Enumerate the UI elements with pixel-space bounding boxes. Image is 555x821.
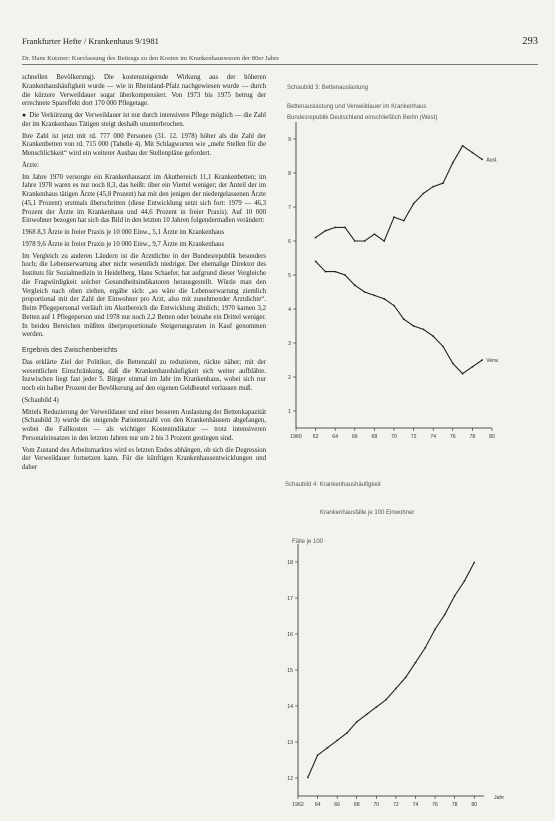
data-point (317, 754, 319, 756)
paragraph: Das erklärte Ziel der Politiker, die Bettenzahl zu reduzieren, rückte näher; mit der wesentlichen Einschränkung, daß die Krankenhaushäufigkeit sich weiter aufblähte. Inzwischen liegt fast jeder 5. Bürger einmal im Jahr im Krankenhaus, wobei sich nur noch ein halber Prozent der Bevölkerung auf den eigenen Geldbeutel verlassen muß. (22, 358, 266, 392)
data-point (464, 580, 466, 582)
chart2 (280, 526, 540, 816)
y-tick-label: 2 (288, 375, 291, 381)
data-point (366, 714, 368, 716)
data-point (315, 261, 317, 263)
data-point (325, 271, 327, 273)
x-tick-label: 68 (371, 434, 378, 440)
data-point (423, 329, 425, 331)
data-point (325, 230, 327, 232)
data-point (424, 647, 426, 649)
data-point (307, 777, 309, 779)
data-point (472, 366, 474, 368)
series-line (316, 261, 483, 373)
data-point (432, 186, 434, 188)
x-tick-label: 76 (432, 802, 438, 808)
y-tick-label: 3 (288, 341, 291, 347)
y-tick-label: 4 (288, 307, 291, 313)
chart1-title: Schaubild 3: Bettenauslastung (287, 85, 369, 91)
data-point (432, 335, 434, 337)
data-point (375, 706, 377, 708)
y-tick-label: 5 (288, 273, 291, 279)
x-tick-label: 72 (410, 434, 417, 440)
data-point (442, 346, 444, 348)
data-point (315, 237, 317, 239)
data-point (481, 359, 483, 361)
chart1-legend-line-2: Bundesrepublik Deutschland einschließlich Berlin (West) (287, 115, 438, 121)
page-header (22, 36, 538, 65)
paragraph: Vom Zustand des Arbeitsmarktes wird es letzten Endes abhängen, ob sich die Degression der Verweildauer fortsetzen kann. Für die künftigen Krankenhausentwicklungen und daher (22, 446, 266, 471)
chart2-unit: Fälle je 100 (292, 539, 324, 545)
data-point (413, 325, 415, 327)
data-point (334, 227, 336, 229)
paragraph-bullet (22, 112, 266, 130)
y-tick-label: 7 (288, 205, 291, 211)
x-tick-label: 64 (332, 434, 339, 440)
x-tick-label: 72 (393, 802, 399, 808)
journal-title: Frankfurter Hefte / Krankenhaus 9/1981 (22, 36, 159, 46)
x-tick-label: 70 (391, 434, 397, 440)
data-point (452, 363, 454, 365)
x-tick-label: 70 (373, 802, 380, 808)
data-point (405, 677, 407, 679)
data-point (374, 295, 376, 297)
data-point (383, 298, 385, 300)
data-point (344, 227, 346, 229)
data-point (413, 203, 415, 205)
paragraph: Im Vergleich zu anderen Ländern ist die Arztdichte in der Bundesrepublik besonders hoch; die Lebenserwartung aber nicht wesentlich niedriger. Der ehemalige Direktor des Instituts für Sozialmedizin in Heidelberg, Hans Schaefer, hat aufgrund dieser Vergleiche die Fragwürdigkeit solcher Gesundheitsindikatoren herausgestellt. Würde man den Vergleich nach oben ziehen, ergäbe sich: „so wäre die Lebenserwartung ziemlich proportional mit der Zahl der Einwohner pro Arzt, also mit zunehmender Arztdichte“. Beim Pflegepersonal verläuft im Akutbereich die Entwicklung ähnlich; 1970 kamen 3,2 Betten auf 1 Pflegeperson und 1978 nur noch 2,2 Betten oder beinahe ein Drittel weniger. In beiden Bereichen müßten überproportionale Steigerungsraten in Kauf genommen werden. (22, 252, 266, 339)
data-point (356, 721, 358, 723)
data-point (452, 162, 454, 164)
data-point (383, 240, 385, 242)
data-point (472, 152, 474, 154)
bullet-icon: ● (22, 112, 27, 119)
data-point (444, 614, 446, 616)
data-point (385, 699, 387, 701)
data-point (462, 373, 464, 375)
data-point (346, 732, 348, 734)
paragraph: Ihre Zahl ist jetzt mit rd. 777 000 Personen (31. 12. 1978) höher als die Zahl der Krankenbetten von rd. 715 000 (Tabelle 4). Mit Schlagworten wie „mehr Stellen für die Menschlichkeit“ wird ein weiterer Ausbau der Stellenpläne gefordert. (22, 132, 266, 157)
data-point (454, 595, 456, 597)
paragraph: schnellen Bevölkerung). Die kostensteigernde Wirkung aus der höheren Krankenhaushäufigkeit wurde — wie in Rheinland-Pfalz nachgewiesen wurde — durch die kürzere Verweildauer sogar überkompensiert. Von 1973 bis 1975 betrug der errechnete Spareffekt dort 170 000 Pflegetage. (22, 74, 266, 108)
series-line (308, 563, 474, 778)
paragraph: (Schaubild 4) (22, 396, 59, 404)
paragraph: Im Jahre 1970 versorgte ein Krankenhausarzt im Akutbereich 11,1 Krankenbetten; im Jahre 1978 waren es nur noch 8,3, das heißt: über ein Viertel weniger; der Anteil der im Krankenhaus tätigen Ärzte (45,8 Prozent) hat mit den jenigen der niedergelassenen Ärzte (45,1 Prozent) erstmals überschritten (diese Entwicklung setzt sich fort: 1979 — 46,3 Prozent der Ärzte im Krankenhaus und 44,6 Prozent in freier Praxis). Auf 10 000 Einwohner bezogen hat sich das Bild in den letzten 10 Jahren folgendermaßen verändert: (22, 173, 266, 225)
data-point (326, 747, 328, 749)
chart2-legend: Krankenhausfälle je 100 Einwohner (320, 510, 415, 516)
article-body (22, 74, 266, 476)
data-point (344, 274, 346, 276)
data-point (354, 284, 356, 286)
chart2-title: Schaubild 4: Krankenhaushäufigkeit (285, 482, 381, 488)
data-point (336, 740, 338, 742)
data-point (423, 193, 425, 195)
page-number: 293 (522, 36, 538, 47)
data-point (393, 305, 395, 307)
data-point (481, 159, 483, 161)
series-label: Verw. (486, 358, 499, 364)
y-tick-label: 14 (287, 704, 293, 710)
x-tick-label: 80 (471, 802, 478, 808)
y-tick-label: 12 (287, 776, 293, 782)
x-tick-label: 66 (351, 434, 358, 440)
x-tick-label: 78 (469, 434, 476, 440)
y-tick-label: 18 (287, 560, 293, 566)
x-tick-label: 68 (353, 802, 360, 808)
paragraph: 1968 8,3 Ärzte in freier Praxis je 10 000 Einw., 5,1 Ärzte im Krankenhaus (22, 229, 225, 236)
x-tick-label: 1962 (292, 802, 304, 808)
x-tick-label: 74 (412, 802, 419, 808)
x-tick-label: 1960 (290, 434, 302, 440)
x-axis-label: Jahr (494, 795, 505, 801)
x-tick-label: 64 (314, 802, 321, 808)
paragraph: Ärzte: (22, 161, 39, 169)
series-line (316, 146, 483, 241)
y-tick-label: 17 (287, 596, 293, 602)
x-tick-label: 78 (451, 802, 458, 808)
paragraph: 1978 9,6 Ärzte in freier Praxis je 10 000 Einw., 9,7 Ärzte im Krankenhaus (22, 240, 225, 248)
series-label: Ausl. (486, 157, 498, 164)
data-point (403, 220, 405, 222)
data-point (374, 233, 376, 235)
paragraph-text: Die Verkürzung der Verweildauer ist nur durch intensivere Pflege möglich — die Zahl der im Krankenhaus Tätigen steigt deshalb ununterbrochen. (22, 112, 266, 128)
y-tick-label: 1 (288, 409, 291, 415)
data-point (434, 628, 436, 630)
data-point (354, 240, 356, 242)
data-point (364, 291, 366, 293)
x-tick-label: 66 (334, 802, 341, 808)
article-subtitle: Dr. Hans Kutzner: Kurzfassung des Beitrags zu den Kosten im Krankenhauswesen der 80er Jahre (22, 55, 538, 65)
y-tick-label: 8 (288, 171, 291, 177)
y-tick-label: 15 (287, 668, 293, 674)
y-tick-label: 6 (288, 239, 291, 245)
data-point (364, 240, 366, 242)
data-point (442, 182, 444, 184)
chart1 (280, 118, 540, 448)
data-point (334, 271, 336, 273)
x-tick-label: 62 (312, 434, 319, 440)
y-tick-label: 9 (288, 137, 291, 143)
data-point (462, 145, 464, 147)
y-tick-label: 16 (287, 632, 293, 638)
x-tick-label: 74 (430, 434, 437, 440)
data-point (403, 318, 405, 320)
data-point (415, 662, 417, 664)
chart1-legend-line-1: Bettenauslastung und Verweildauer im Krankenhaus (287, 104, 427, 110)
section-heading: Ergebnis des Zwischenberichts (22, 347, 118, 354)
x-tick-label: 76 (449, 434, 456, 440)
data-point (395, 688, 397, 690)
data-point (393, 216, 395, 218)
paragraph: Mittels Reduzierung der Verweildauer und einer besseren Auslastung der Bettenkapazität (Schaubild 3) wurde die steigende Patientenzahl von den Krankenhäusern abgefangen, wobei die Fallkosten — als wichtiger Kostenindikator — trotz intensiveren Personaleinsatzes in den letzten Jahren nur um 2 bis 3 Prozent gestiegen sind. (22, 408, 266, 442)
y-tick-label: 13 (287, 740, 293, 746)
x-tick-label: 80 (489, 434, 495, 440)
data-point (473, 562, 475, 564)
